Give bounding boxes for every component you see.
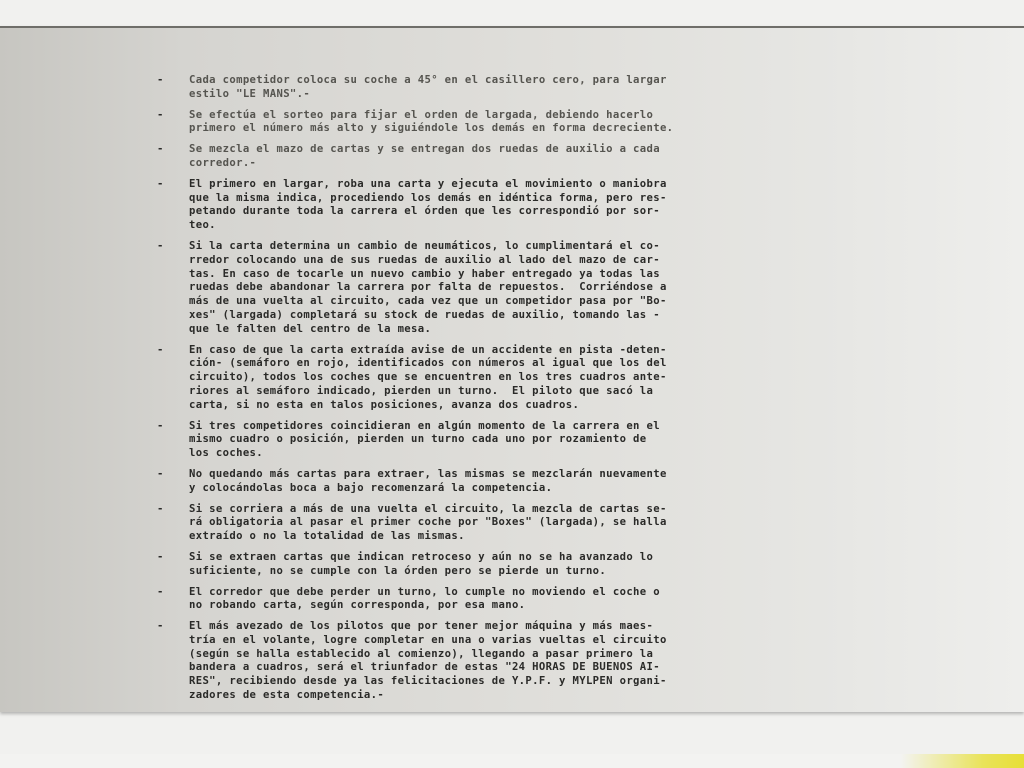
rule-text: El más avezado de los pilotos que por tener mejor máquina y más maes- tría en el volante, logre completar en una o varias vueltas el circuito (según se halla establecido al comienzo), llegando a pasar primero la bandera a cuadros, será el triunfador de estas "24 HORAS DE BUENOS AI- RES", recibiendo desde ya las felicitaciones de Y.P.F. y MYLPEN organi- zadores de esta competencia.- <box>189 620 667 702</box>
rule-text: El primero en largar, roba una carta y ejecuta el movimiento o maniobra que la misma indica, procediendo los demás en idéntica forma, pero res- petando durante toda la carrera el órden que les correspondió por sor- teo. <box>189 177 667 232</box>
dash-bullet: - <box>157 239 164 252</box>
rule-text: Se efectúa el sorteo para fijar el orden de largada, debiendo hacerlo primero el número más alto y siguiéndole los demás en forma decreciente. <box>189 108 674 135</box>
rule-item <box>157 74 797 102</box>
rule-item <box>157 620 797 703</box>
dash-bullet: - <box>157 177 164 190</box>
rule-item <box>157 344 797 413</box>
rule-text: Si tres competidores coincidieran en algún momento de la carrera en el mismo cuadro o posición, pierden un turno cada uno por rozamiento de los coches. <box>189 419 660 460</box>
dash-bullet: - <box>157 550 164 563</box>
rule-text: En caso de que la carta extraída avise de un accidente en pista -deten- ción- (semáforo en rojo, identificados con números al igual que los del circuito), todos los coches que se encuentren en los tres cuadros ante- riores al semáforo indicado, pierden un turno. El piloto que sacó la carta, si no esta en talos posiciones, avanza dos cuadros. <box>189 343 667 411</box>
rule-item <box>157 240 797 337</box>
rule-text: El corredor que debe perder un turno, lo cumple no moviendo el coche o no robando carta, según corresponda, por esa mano. <box>189 585 660 612</box>
rule-item <box>157 109 797 137</box>
rules-list <box>157 74 797 710</box>
rule-item <box>157 468 797 496</box>
dash-bullet: - <box>157 343 164 356</box>
rule-item <box>157 586 797 614</box>
rule-item <box>157 420 797 461</box>
rule-text: Si la carta determina un cambio de neumáticos, lo cumplimentará el co- rredor colocando una de sus ruedas de auxilio al lado del mazo de car- tas. En caso de tocarle un nuevo cambio y haber entregado ya todas las ruedas debe abandonar la carrera por falta de repuestos. Corriéndose a más de una vuelta al circuito, cada vez que un competidor pasa por "Bo- xes" (largada) completará su stock de ruedas de auxilio, tomando las - que le falten del centro de la mesa. <box>189 239 667 335</box>
dash-bullet: - <box>157 467 164 480</box>
typewritten-page <box>0 26 1024 712</box>
rule-item <box>157 503 797 544</box>
rule-text: Se mezcla el mazo de cartas y se entregan dos ruedas de auxilio a cada corredor.- <box>189 143 660 169</box>
table-surface-strip <box>0 754 1024 768</box>
dash-bullet: - <box>157 585 164 598</box>
rule-text: Si se extraen cartas que indican retroceso y aún no se ha avanzado lo suficiente, no se cumple con la órden pero se pierde un turno. <box>189 550 654 577</box>
rule-item <box>157 178 797 233</box>
rule-text: Si se corriera a más de una vuelta el circuito, la mezcla de cartas se- rá obligatoria al pasar el primer coche por "Boxes" (largada), se halla extraído o no la totalidad de las mismas. <box>189 502 667 543</box>
dash-bullet: - <box>157 419 164 432</box>
rule-text: No quedando más cartas para extraer, las mismas se mezclarán nuevamente y colocándolas boca a bajo recomenzará la competencia. <box>189 467 667 494</box>
rule-item <box>157 551 797 579</box>
rule-item <box>157 143 797 171</box>
dash-bullet: - <box>157 108 164 121</box>
rule-text: Cada competidor coloca su coche a 45° en el casillero cero, para largar estilo "LE MANS".- <box>189 74 667 100</box>
dash-bullet: - <box>157 143 164 156</box>
dash-bullet: - <box>157 620 164 633</box>
dash-bullet: - <box>157 74 164 86</box>
dash-bullet: - <box>157 502 164 515</box>
